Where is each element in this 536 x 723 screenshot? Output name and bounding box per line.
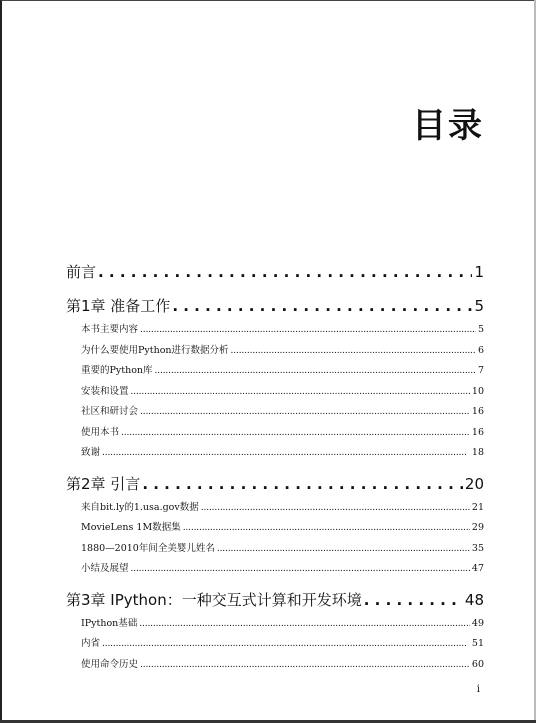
dot-leader: [183, 518, 470, 539]
dot-leader: [217, 539, 470, 560]
toc-section[interactable]: [66, 423, 484, 444]
table-of-contents: [66, 258, 484, 675]
section-title: 致谢: [81, 447, 101, 458]
toc-section[interactable]: [66, 382, 484, 403]
section-page: 16: [471, 426, 484, 438]
dot-leader: [121, 423, 470, 444]
toc-section[interactable]: [66, 518, 484, 539]
section-page: 16: [471, 406, 484, 417]
section-title: 使用本书: [81, 426, 120, 438]
toc-section[interactable]: [66, 361, 484, 382]
dot-leader: [140, 402, 470, 423]
section-page: 21: [471, 501, 484, 513]
toc-section[interactable]: [66, 559, 484, 580]
toc-entry-label: 前言: [66, 263, 97, 281]
dot-leader: [201, 498, 470, 519]
toc-chapter-2[interactable]: [66, 470, 484, 498]
dot-leader: [364, 586, 463, 614]
section-page: 49: [471, 617, 484, 629]
chapter-title: 第3章 IPython：一种交互式计算和开发环境: [66, 590, 362, 609]
dot-leader: [131, 382, 470, 403]
section-page: 6: [477, 344, 484, 356]
section-title: 重要的Python库: [81, 365, 153, 376]
toc-section[interactable]: [66, 634, 484, 655]
section-title: 来自bit.ly的1.usa.gov数据: [81, 501, 199, 513]
section-page: 60: [471, 658, 484, 670]
dot-leader: [140, 655, 470, 676]
chapter-page: 5: [474, 297, 484, 315]
toc-section[interactable]: [66, 402, 484, 423]
toc-section[interactable]: [66, 655, 484, 676]
dot-leader: [102, 443, 470, 464]
dot-leader: [139, 614, 470, 635]
toc-section[interactable]: [66, 341, 484, 362]
page-title: 目录: [412, 106, 484, 146]
dot-leader: [140, 320, 476, 341]
section-title: 小结及展望: [81, 563, 129, 574]
section-page: 7: [477, 365, 484, 376]
section-page: 5: [477, 324, 484, 335]
toc-entry-page: 1: [474, 263, 484, 281]
section-page: 51: [471, 638, 484, 649]
toc-entry-preface[interactable]: [66, 258, 484, 286]
section-page: 35: [471, 542, 484, 554]
chapter-title: 第1章 准备工作: [66, 297, 171, 315]
dot-leader: [98, 258, 472, 286]
section-title: MovieLens 1M数据集: [81, 522, 181, 533]
toc-section[interactable]: [66, 498, 484, 519]
section-page: 29: [471, 522, 484, 533]
section-title: 安装和设置: [81, 385, 129, 397]
chapter-page: 48: [464, 590, 484, 609]
section-page: 18: [471, 447, 484, 458]
chapter-page: 20: [464, 474, 484, 493]
section-title: 内省: [81, 638, 101, 649]
dot-leader: [231, 341, 476, 362]
dot-leader: [131, 559, 470, 580]
toc-section[interactable]: [66, 320, 484, 341]
dot-leader: [142, 470, 463, 498]
dot-leader: [102, 634, 470, 655]
footer-page-number: i: [476, 684, 480, 695]
section-title: 为什么要使用Python进行数据分析: [81, 344, 229, 356]
section-title: 社区和研讨会: [81, 406, 139, 417]
toc-section[interactable]: [66, 614, 484, 635]
toc-chapter-3[interactable]: [66, 586, 484, 614]
section-title: IPython基础: [81, 617, 138, 629]
toc-section[interactable]: [66, 539, 484, 560]
section-title: 1880—2010年间全美婴儿姓名: [81, 542, 215, 554]
section-title: 本书主要内容: [81, 324, 139, 335]
chapter-title: 第2章 引言: [66, 474, 141, 493]
toc-chapter-1[interactable]: [66, 292, 484, 320]
section-page: 47: [471, 563, 484, 574]
section-title: 使用命令历史: [81, 658, 139, 670]
section-page: 10: [471, 385, 484, 397]
dot-leader: [155, 361, 476, 382]
dot-leader: [172, 292, 472, 320]
toc-section[interactable]: [66, 443, 484, 464]
